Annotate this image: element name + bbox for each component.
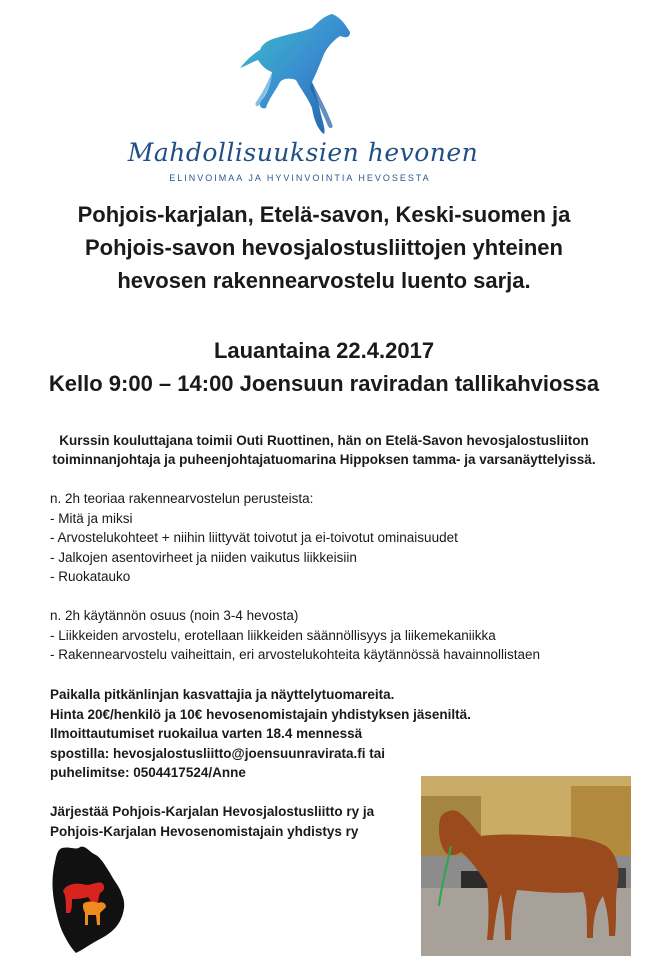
list-item: - Jalkojen asentovirheet ja niiden vaikutus liikkeisiin: [50, 549, 357, 565]
theory-heading: n. 2h teoriaa rakennearvostelun perusteista:: [50, 491, 314, 506]
headline-line: hevosen rakennearvostelu luento sarja.: [117, 268, 531, 293]
organizer-line: Järjestää Pohjois-Karjalan Hevosjalostusliitto ry ja: [50, 804, 375, 819]
region-map-logo: [50, 843, 130, 955]
list-item: - Arvostelukohteet + niihin liittyvät toivotut ja ei-toivotut ominaisuudet: [50, 530, 458, 545]
info-phone-line: puhelimitse: 0504417524/Anne: [50, 765, 246, 780]
info-line: Ilmoittautumiset ruokailua varten 18.4 mennessä: [50, 726, 363, 741]
list-item: - Rakennearvostelu vaiheittain, eri arvostelukohteita käytännössä havainnollistaen: [50, 647, 541, 662]
info-line: Hinta 20€/henkilö ja 10€ hevosenomistajain yhdistyksen jäseniltä.: [50, 706, 471, 722]
headline-line: Pohjois-karjalan, Etelä-savon, Keski-suomen ja: [77, 202, 571, 227]
organizer: [50, 802, 410, 842]
list-item: - Ruokatauko: [50, 569, 131, 584]
horse-logo-icon: [232, 8, 362, 138]
theory-list: [50, 489, 630, 587]
logo-tagline: ELINVOIMAA JA HYVINVOINTIA HEVOSESTA: [169, 173, 431, 183]
info-line: Paikalla pitkänlinjan kasvattajia ja näyttelytuomareita.: [50, 687, 395, 702]
event-time-place: Kello 9:00 – 14:00 Joensuun raviradan tallikahviossa: [48, 371, 600, 396]
horse-photo: [421, 776, 631, 956]
headline: [20, 198, 628, 297]
practice-list: [50, 606, 630, 665]
list-item: - Mitä ja miksi: [50, 510, 133, 526]
list-item: - Liikkeiden arvostelu, erotellaan liikkeiden säännöllisyys ja liikemekaniikka: [50, 627, 496, 643]
event-date: Lauantaina 22.4.2017: [213, 338, 435, 363]
organizer-line: Pohjois-Karjalan Hevosenomistajain yhdistys ry: [50, 824, 359, 839]
intro-line: Kurssin kouluttajana toimii Outi Ruottinen, hän on Etelä-Savon hevosjalostusliiton: [59, 433, 589, 448]
trainer-intro: [20, 431, 628, 469]
event-date-block: [10, 334, 638, 400]
logo-name: Mahdollisuuksien hevonen: [127, 138, 479, 167]
intro-line: toiminnanjohtaja ja puheenjohtajatuomarina Hippoksen tamma- ja varsanäyttelyissä.: [52, 452, 596, 467]
info-block: [50, 685, 610, 783]
headline-line: Pohjois-savon hevosjalostusliittojen yhteinen: [85, 235, 563, 260]
logo: [0, 0, 648, 195]
practice-heading: n. 2h käytännön osuus (noin 3-4 hevosta): [50, 608, 299, 623]
info-email-line: spostilla: hevosjalostusliitto@joensuunravirata.fi tai: [50, 745, 385, 761]
